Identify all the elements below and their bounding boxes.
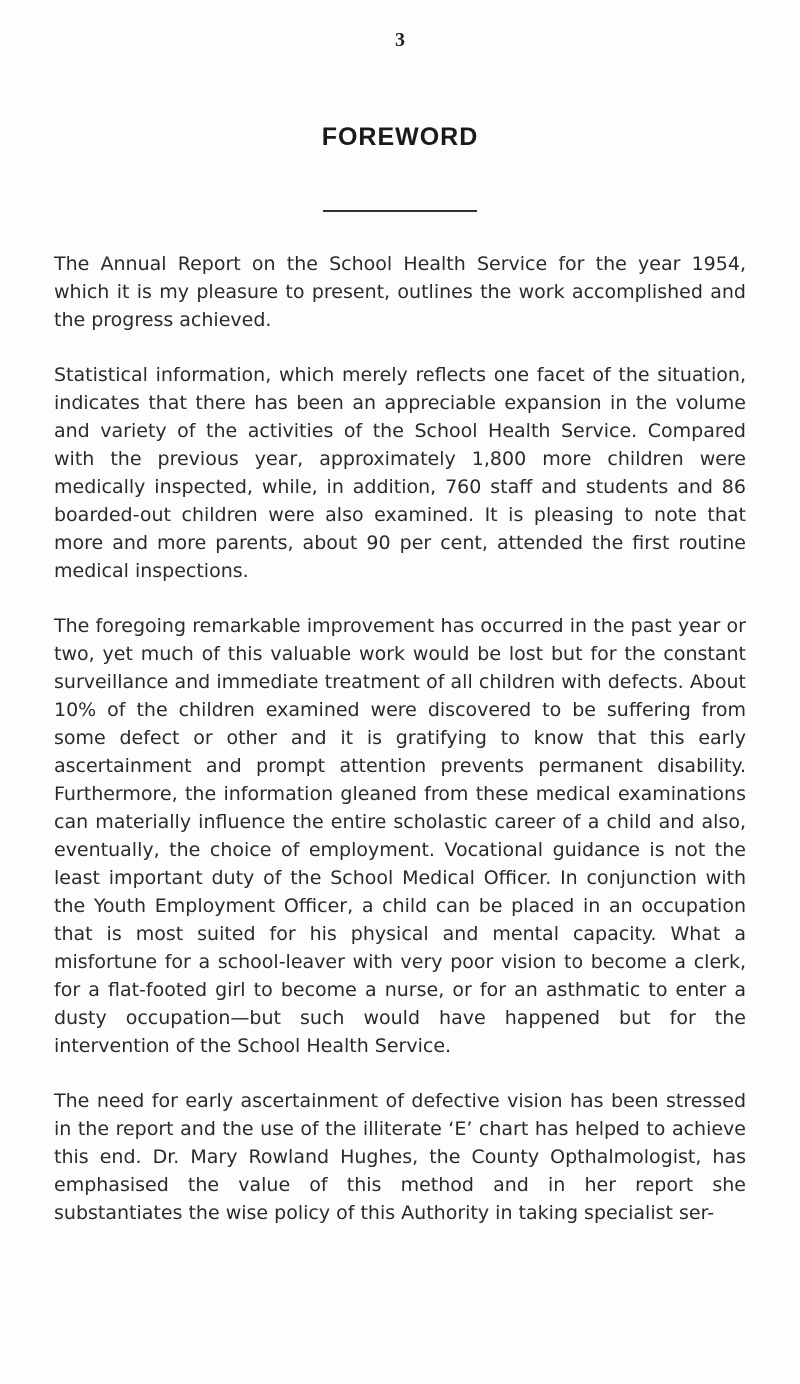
page-number: 3 xyxy=(395,29,405,51)
paragraph-2: Statistical information, which merely reflects one facet of the situation, indicates that there has been an appreciable expansion in the volume and variety of the activities of the School Health Service. Compared with the previous year, approximately 1,800 more children were medically inspected, while, in addition, 760 staff and students and 86 boarded-out children were also examined. It is pleasing to note that more and more parents, about 90 per cent, attended the first routine medical inspections. xyxy=(54,364,746,582)
page-title: FOREWORD xyxy=(321,123,479,151)
title-divider xyxy=(323,210,477,212)
paragraph-4: The need for early ascertainment of defective vision has been stressed in the report and the use of the illiterate ‘E’ chart has helped to achieve this end. Dr. Mary Rowland Hughes, the County Opthalmologist, has emphasised the value of this method and in her report she substantiates the wise policy of this Authority in taking specialist ser- xyxy=(54,1090,746,1224)
paragraph-3: The foregoing remarkable improvement has occurred in the past year or two, yet much of this valuable work would be lost but for the constant surveillance and immediate treatment of all children with defects. About 10% of the children examined were discovered to be suffering from some defect or other and it is gratifying to know that this early ascertainment and prompt attention prevents permanent disability. Furthermore, the information gleaned from these medical examinations can materially influence the entire scholastic career of a child and also, eventually, the choice of employment. Vocational guidance is not the least important duty of the School Medical Officer. In conjunction with the Youth Employment Officer, a child can be placed in an occupation that is most suited for his physical and mental capacity. What a misfortune for a school-leaver with very poor vision to become a clerk, for a flat-footed girl to become a nurse, or for an asthmatic to enter a dusty occupation—but such would have happened but for the intervention of the School Health Service. xyxy=(54,615,746,1057)
paragraph-1: The Annual Report on the School Health Service for the year 1954, which it is my pleasure to present, outlines the work accomplished and the progress achieved. xyxy=(54,253,746,331)
foreword-body xyxy=(54,250,746,1254)
